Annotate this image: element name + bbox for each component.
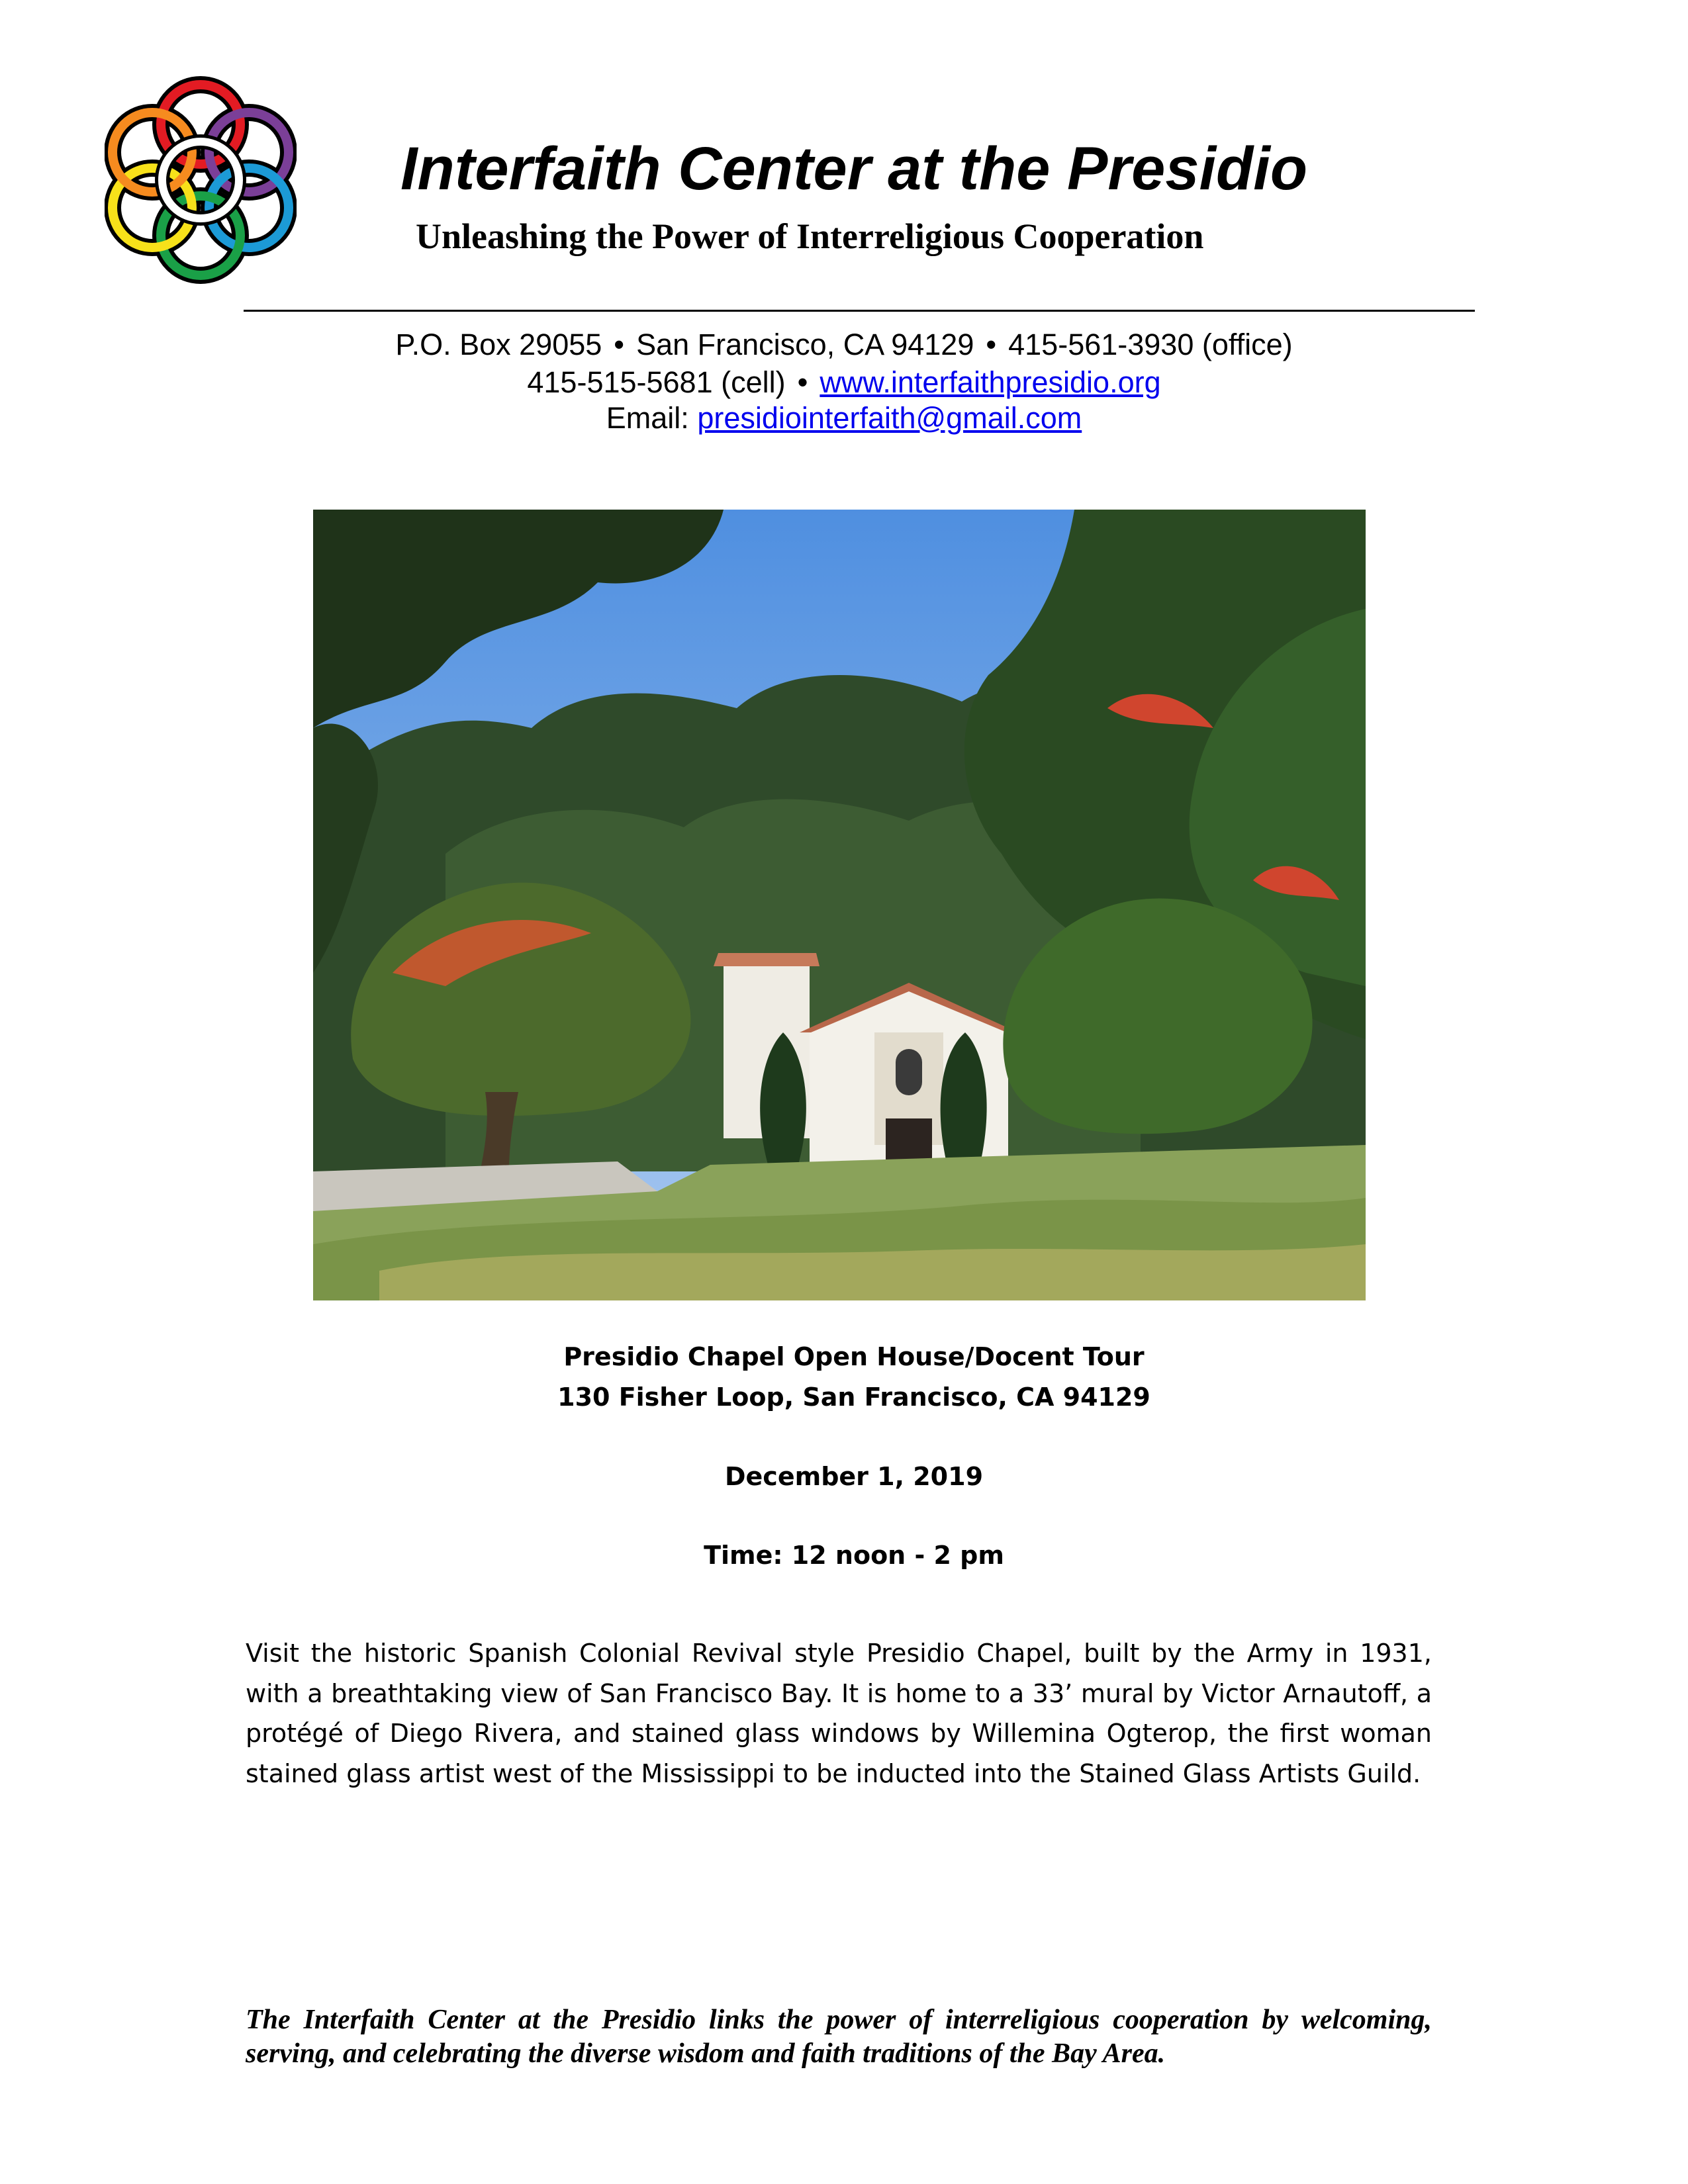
bullet-separator: • [797,365,808,399]
contact-line-web [0,364,1688,401]
event-address: 130 Fisher Loop, San Francisco, CA 94129 [557,1383,1150,1412]
website-link[interactable]: www.interfaithpresidio.org [820,365,1161,399]
office-phone: 415-561-3930 (office) [1008,328,1293,361]
contact-line-address [0,326,1688,363]
po-box: P.O. Box 29055 [395,328,602,361]
header-divider [244,310,1475,312]
cell-phone: 415-515-5681 (cell) [527,365,786,399]
event-date: December 1, 2019 [724,1462,984,1491]
contact-line-email [0,400,1688,437]
mission-statement: The Interfaith Center at the Presidio links the power of interreligious cooperation by welcoming, serving, and celebrating the diverse wisdom and faith traditions of the Bay Area. [246,2005,1432,2069]
event-name: Presidio Chapel Open House/Docent Tour [563,1342,1145,1371]
page-subtitle: Unleashing the Power of Interreligious Cooperation [416,216,1204,256]
bullet-separator: • [614,328,625,361]
bullet-separator: • [986,328,997,361]
event-time: Time: 12 noon - 2 pm [704,1541,1004,1570]
event-description: Visit the historic Spanish Colonial Revival style Presidio Chapel, built by the Army in 1931, with a breathtaking view of San Francisco Bay. It is home to a 33’ mural by Victor Arnautoff, a protégé of Diego Rivera, and stained glass windows by Willemina Ogterop, the first woman stained glass artist west of the Mississippi to be inducted into the Stained Glass Artists Guild. [246,1639,1432,1788]
email-label: Email: [606,401,689,435]
email-link[interactable]: presidiointerfaith@gmail.com [697,401,1082,435]
presidio-chapel-photo [313,510,1366,1300]
city-state-zip: San Francisco, CA 94129 [636,328,974,361]
page-title: Interfaith Center at the Presidio [400,135,1308,203]
